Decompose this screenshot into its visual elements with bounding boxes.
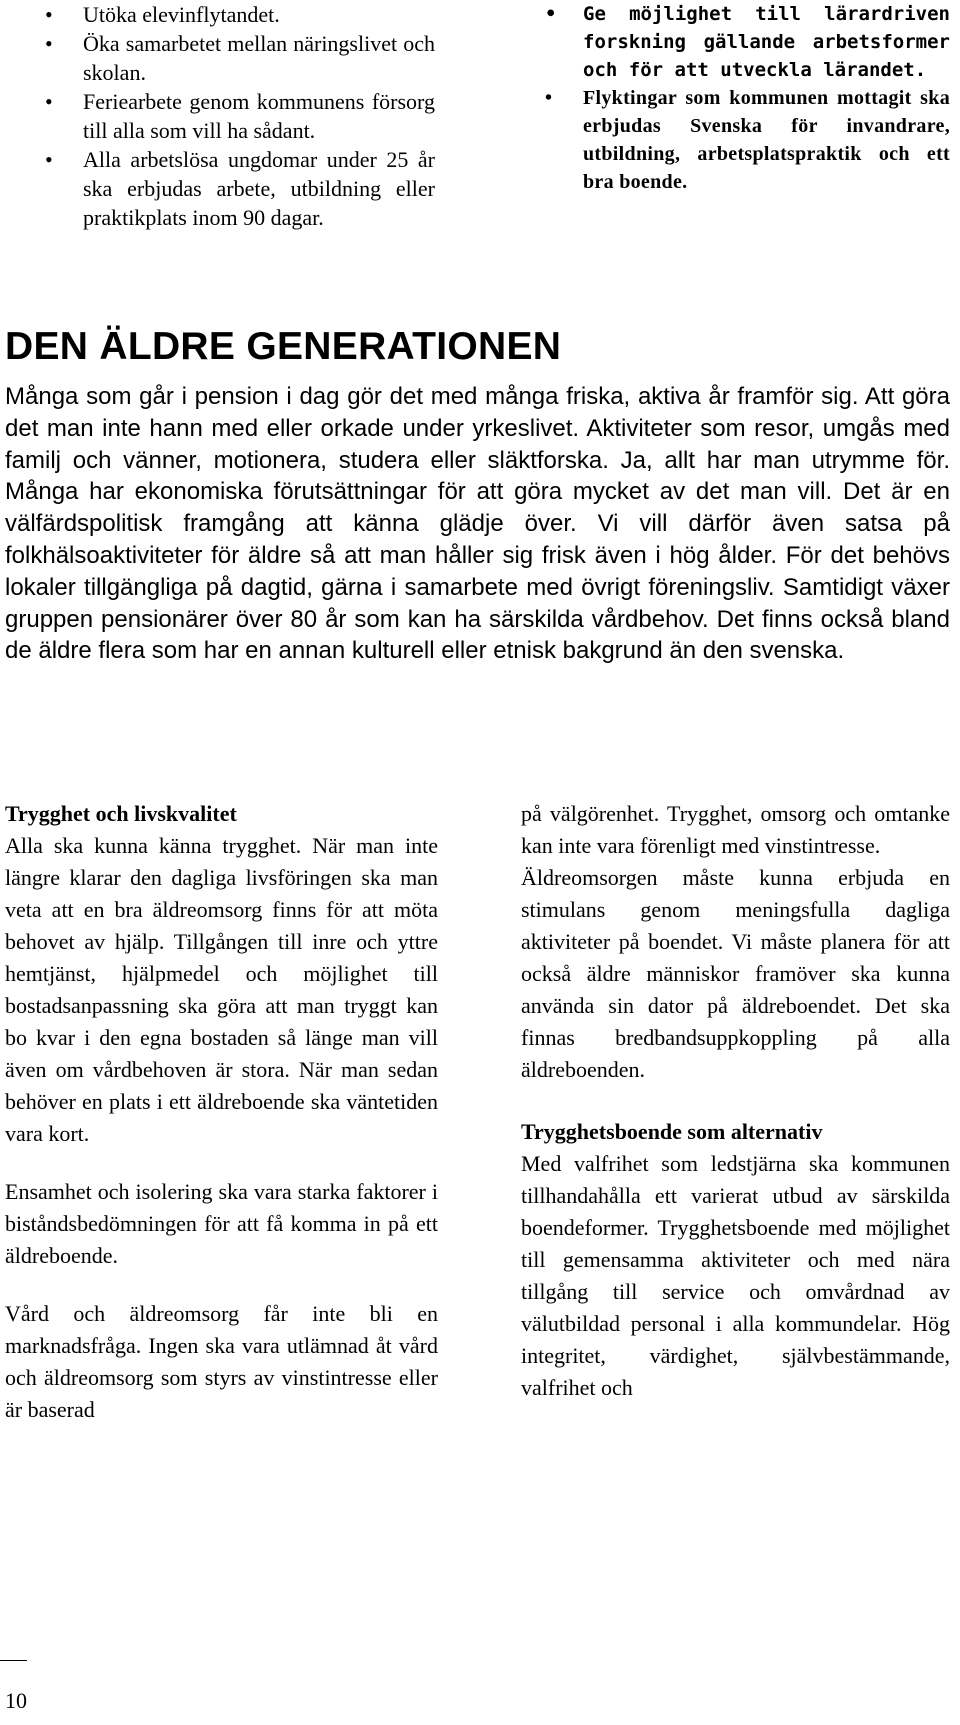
paragraph: Ensamhet och isolering ska vara starka faktorer i biståndsbedömningen för att få komma in på ett äldreboende.	[5, 1179, 438, 1268]
right-column	[521, 798, 950, 1404]
list-item: • Öka samarbetet mellan näringslivet och skolan.	[45, 29, 435, 87]
top-left-bullet-list	[45, 0, 435, 232]
page-number: 10	[5, 1688, 27, 1713]
subheading-trygghetsboende: Trygghetsboende som alternativ	[521, 1119, 823, 1144]
paragraph: Äldreomsorgen måste kunna erbjuda en stimulans genom meningsfulla dagliga aktiviteter på boendet. Vi måste planera för att också äldre människor framöver ska kunna använda sin dator på äldreboendet. Det ska finnas bredbandsuppkoppling på alla äldreboenden.	[521, 865, 950, 1082]
list-item: • Flyktingar som kommunen mottagit ska erbjudas Svenska för invandrare, utbildning, arbetsplatspraktik och ett bra boende.	[545, 84, 950, 196]
footer-divider	[0, 1660, 27, 1661]
list-item: • Alla arbetslösa ungdomar under 25 år ska erbjudas arbete, utbildning eller praktikplats inom 90 dagar.	[45, 145, 435, 232]
top-right-bullet-list	[545, 0, 950, 196]
paragraph: Vård och äldreomsorg får inte bli en marknadsfråga. Ingen ska vara utlämnad åt vård och äldreomsorg som styrs av vinstintresse eller är baserad	[5, 1301, 438, 1422]
list-item: • Feriearbete genom kommunens försorg till alla som vill ha sådant.	[45, 87, 435, 145]
section-intro: Många som går i pension i dag gör det med många friska, aktiva år framför sig. Att göra det man inte hann med eller orkade under yrkeslivet. Aktiviteter som resor, umgås med familj och vänner, motionera, studera eller släktforska. Ja, allt har man utrymme för. Många har ekonomiska förutsättningar för att göra mycket av det man vill. Det är en välfärdspolitisk framgång att känna glädje över. Vi vill därför även satsa på folkhälsoaktiviteter för äldre så att man håller sig frisk även i hög ålder. För det behövs lokaler tillgängliga på dagtid, gärna i samarbete med övrigt föreningsliv. Samtidigt växer gruppen pensionärer över 80 år som kan ha särskilda vårdbehov. Det finns också bland de äldre flera som har en annan kulturell eller etnisk bakgrund än den svenska.	[5, 383, 950, 665]
subheading-trygghet: Trygghet och livskvalitet	[5, 801, 237, 826]
section-heading: DEN ÄLDRE GENERATIONEN	[5, 325, 562, 368]
list-item: • Utöka elevinflytandet.	[45, 0, 435, 29]
paragraph: på välgörenhet. Trygghet, omsorg och omtanke kan inte vara förenligt med vinstintresse.	[521, 801, 950, 858]
list-item: • Ge möjlighet till lärardriven forskning gällande arbetsformer och för att utveckla lärandet.	[545, 0, 950, 84]
paragraph: Med valfrihet som ledstjärna ska kommunen tillhandahålla ett varierat utbud av särskilda boendeformer. Trygghetsboende med möjlighet till gemensamma aktiviteter och med nära tillgång till service och omvårdnad av välutbildad personal i alla kommundelar. Hög integritet, värdighet, självbestämmande, valfrihet och	[521, 1151, 950, 1400]
left-column	[5, 798, 438, 1426]
paragraph: Alla ska kunna känna trygghet. När man inte längre klarar den dagliga livsföringen ska man veta att en bra äldreomsorg finns för att möta behovet av hjälp. Tillgången till inre och yttre hemtjänst, hjälpmedel och möjlighet till bostadsanpassning ska göra att man tryggt kan bo kvar i den egna bostaden så länge man vill även om vårdbehoven är stora. När man sedan behöver en plats i ett äldreboende ska väntetiden vara kort.	[5, 833, 438, 1146]
